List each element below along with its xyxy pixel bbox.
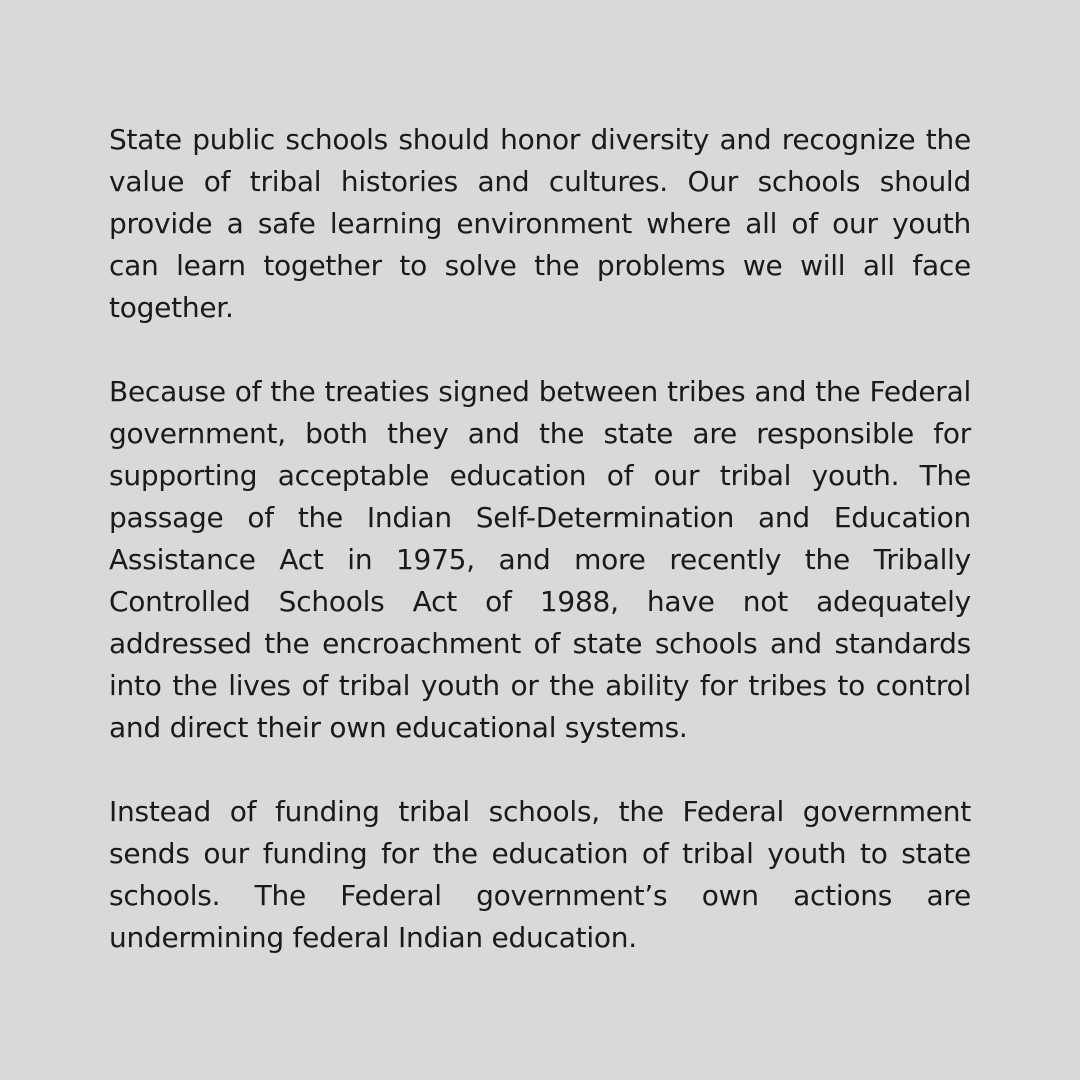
paragraph-1: State public schools should honor diversity and recognize the value of tribal histories and cultures. Our schools should provide a safe learning environment where all of our youth can learn together to solve the problems we will all face together.	[109, 123, 971, 324]
body-text	[109, 119, 971, 959]
paragraph-2: Because of the treaties signed between tribes and the Federal government, both they and the state are responsible for supporting acceptable education of our tribal youth. The passage of the Indian Self-Determination and Education Assistance Act in 1975, and more recently the Tribally Controlled Schools Act of 1988, have not adequately addressed the encroachment of state schools and standards into the lives of tribal youth or the ability for tribes to control and direct their own educational systems.	[109, 375, 971, 744]
paragraph-3: Instead of funding tribal schools, the Federal government sends our funding for the education of tribal youth to state schools. The Federal government’s own actions are undermining federal Indian education.	[109, 795, 971, 954]
